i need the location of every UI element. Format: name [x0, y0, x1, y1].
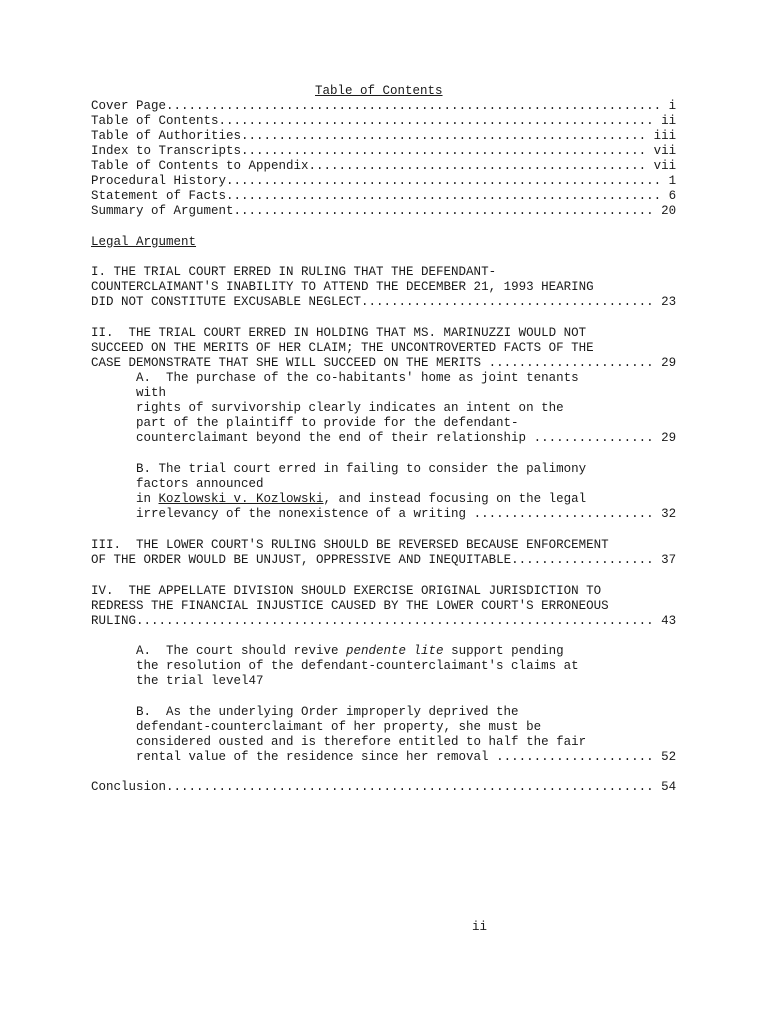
point-2b-line-3 — [136, 492, 586, 507]
dot-leader: .......................................................... — [226, 189, 669, 203]
dot-leader: ...................... — [488, 356, 662, 370]
point-4b-line-3: considered ousted and is therefore entitled to half the fair — [136, 735, 587, 749]
point-4a-line-1-post: support pending — [443, 644, 564, 658]
point-4a-line-1 — [136, 644, 564, 659]
point-4-line-2: REDRESS THE FINANCIAL INJUSTICE CAUSED BY THE LOWER COURT'S ERRONEOUS — [91, 599, 609, 613]
point-4a-line-1-pre: A. The court should revive — [136, 644, 347, 658]
toc-page-number: 20 — [661, 204, 677, 218]
toc-label: Table of Authorities — [91, 129, 242, 143]
point-2b-line-1: B. The trial court erred in failing to consider the palimony — [136, 462, 587, 476]
toc-entry-table-of-contents — [91, 114, 676, 129]
toc-page-number: 54 — [661, 780, 677, 794]
toc-entry-appendix-contents — [91, 159, 676, 174]
point-2-line-3 — [91, 356, 676, 371]
toc-label: Procedural History — [91, 174, 227, 188]
toc-entry-procedural-history — [91, 174, 676, 189]
toc-page-number: 52 — [661, 750, 677, 764]
dot-leader: ....................................... — [361, 295, 662, 309]
toc-label: rental value of the residence since her removal — [136, 750, 497, 764]
toc-label: irrelevancy of the nonexistence of a writing — [136, 507, 474, 521]
toc-label: Statement of Facts — [91, 189, 227, 203]
point-4a-line-2: the resolution of the defendant-counterclaimant's claims at — [136, 659, 579, 673]
legal-argument-heading: Legal Argument — [91, 235, 197, 249]
dot-leader: .................................................................. — [166, 99, 669, 113]
point-1-line-1: I. THE TRIAL COURT ERRED IN RULING THAT THE DEFENDANT- — [91, 265, 497, 279]
toc-page-number: 37 — [661, 553, 677, 567]
point-4b-line-2: defendant-counterclaimant of her property, she must be — [136, 720, 542, 734]
toc-page-number: 23 — [661, 295, 677, 309]
dot-leader: ..................... — [496, 750, 662, 764]
case-citation: Kozlowski v. Kozlowski — [158, 492, 324, 506]
toc-label: Cover Page — [91, 99, 167, 113]
point-2a-line-2: with — [136, 386, 167, 400]
toc-label: OF THE ORDER WOULD BE UNJUST, OPPRESSIVE AND INEQUITABLE — [91, 553, 512, 567]
point-2a-line-1: A. The purchase of the co-habitants' home as joint tenants — [136, 371, 579, 385]
point-4b-line-1: B. As the underlying Order improperly deprived the — [136, 705, 519, 719]
toc-page-number: 29 — [661, 356, 677, 370]
dot-leader: .......................................................... — [226, 174, 669, 188]
point-1-line-3 — [91, 295, 676, 310]
point-4a-line-3: the trial level47 — [136, 674, 264, 688]
point-2b-line-3-pre: in — [136, 492, 159, 506]
dot-leader: ...................................................... — [241, 144, 654, 158]
toc-page-number: 32 — [661, 507, 677, 521]
point-3-line-1: III. THE LOWER COURT'S RULING SHOULD BE REVERSED BECAUSE ENFORCEMENT — [91, 538, 609, 552]
point-4-line-1: IV. THE APPELLATE DIVISION SHOULD EXERCISE ORIGINAL JURISDICTION TO — [91, 584, 602, 598]
point-2a-line-4: part of the plaintiff to provide for the defendant- — [136, 416, 519, 430]
toc-label: Index to Transcripts — [91, 144, 242, 158]
page-number: ii — [472, 920, 488, 934]
dot-leader: ........................ — [473, 507, 662, 521]
toc-page-number: vii — [653, 159, 677, 173]
toc-page-number: ii — [661, 114, 677, 128]
dot-leader: ................... — [511, 553, 662, 567]
toc-page-number: vii — [653, 144, 677, 158]
toc-entry-index-to-transcripts — [91, 144, 676, 159]
toc-label: Table of Contents to Appendix — [91, 159, 309, 173]
toc-page-number: 6 — [668, 189, 677, 203]
dot-leader: ..................................................................... — [136, 614, 662, 628]
point-4b-line-4 — [136, 750, 676, 765]
point-1-line-2: COUNTERCLAIMANT'S INABILITY TO ATTEND THE DECEMBER 21, 1993 HEARING — [91, 280, 594, 294]
toc-entry-statement-of-facts — [91, 189, 676, 204]
toc-label: Table of Contents — [91, 114, 219, 128]
toc-label: Conclusion — [91, 780, 167, 794]
toc-page-number: 29 — [661, 431, 677, 445]
page-title: Table of Contents — [315, 84, 443, 98]
point-2-line-1: II. THE TRIAL COURT ERRED IN HOLDING THAT MS. MARINUZZI WOULD NOT — [91, 326, 587, 340]
toc-entry-conclusion — [91, 780, 676, 795]
toc-label: counterclaimant beyond the end of their relationship — [136, 431, 534, 445]
toc-page-number: 1 — [668, 174, 677, 188]
toc-page-number: iii — [653, 129, 677, 143]
toc-entry-cover-page — [91, 99, 676, 114]
dot-leader: ................ — [533, 431, 662, 445]
toc-label: DID NOT CONSTITUTE EXCUSABLE NEGLECT — [91, 295, 362, 309]
toc-entry-summary-of-argument — [91, 204, 676, 219]
toc-page-number: i — [668, 99, 677, 113]
toc-entry-table-of-authorities — [91, 129, 676, 144]
toc-page-number: 43 — [661, 614, 677, 628]
dot-leader: ............................................. — [308, 159, 654, 173]
toc-label: Summary of Argument — [91, 204, 234, 218]
point-2b-line-4 — [136, 507, 676, 522]
latin-term: pendente lite — [346, 644, 444, 658]
dot-leader: ........................................................ — [233, 204, 662, 218]
point-2b-line-3-post: , and instead focusing on the legal — [323, 492, 587, 506]
toc-label: RULING — [91, 614, 137, 628]
point-2b-line-2: factors announced — [136, 477, 264, 491]
dot-leader: ...................................................... — [241, 129, 654, 143]
point-2a-line-3: rights of survivorship clearly indicates an intent on the — [136, 401, 564, 415]
point-4-line-3 — [91, 614, 676, 629]
point-3-line-2 — [91, 553, 676, 568]
dot-leader: .......................................................... — [218, 114, 662, 128]
point-2-line-2: SUCCEED ON THE MERITS OF HER CLAIM; THE UNCONTROVERTED FACTS OF THE — [91, 341, 594, 355]
toc-label: CASE DEMONSTRATE THAT SHE WILL SUCCEED ON THE MERITS — [91, 356, 489, 370]
dot-leader: ................................................................. — [166, 780, 662, 794]
point-2a-line-5 — [136, 431, 676, 446]
